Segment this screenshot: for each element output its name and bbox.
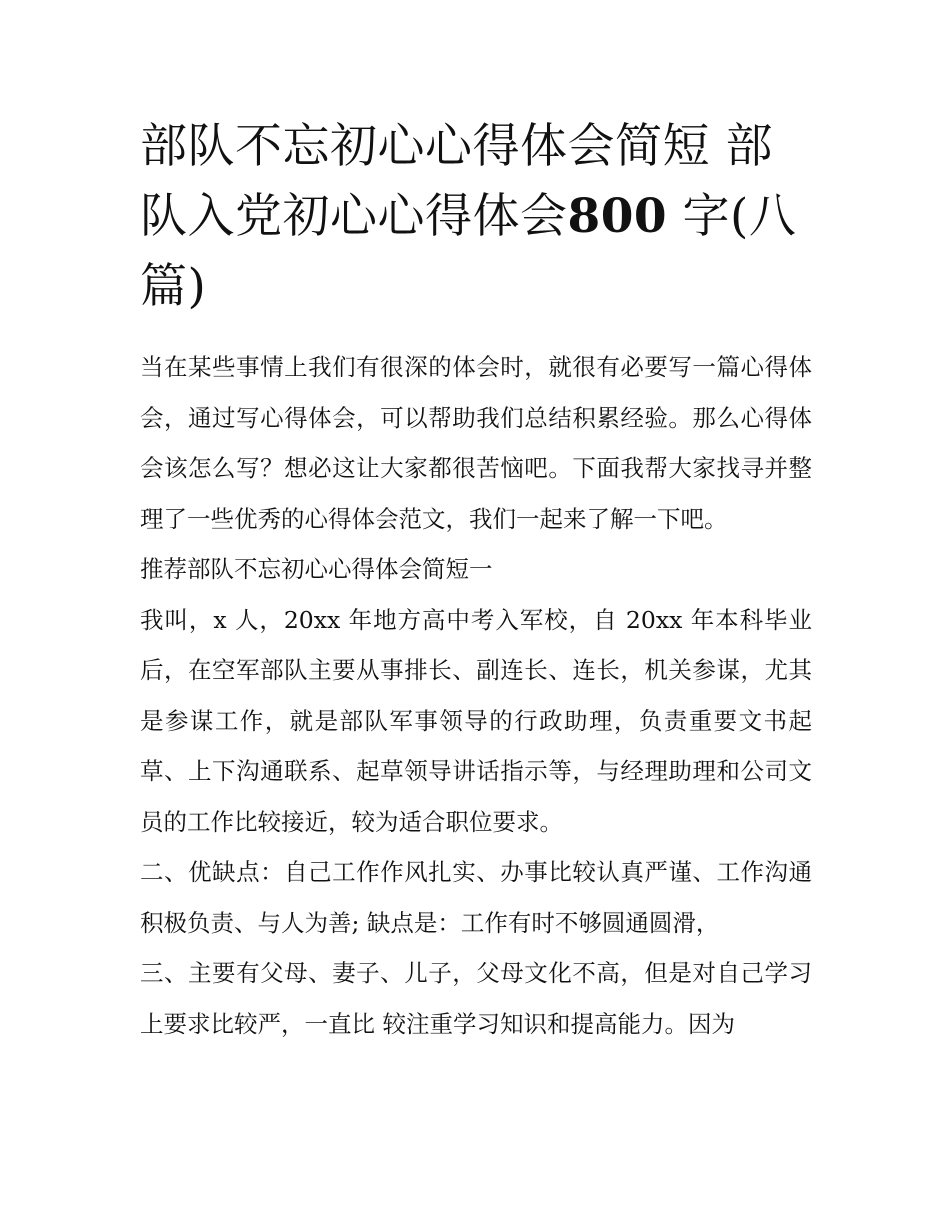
- intro-paragraph: 当在某些事情上我们有很深的体会时，就很有必要写一篇心得体会，通过写心得体会，可以帮助我们总结积累经验。那么心得体会该怎么写？想必这让大家都很苦恼吧。下面我帮大家找寻并整理了一些优秀的心得体会范文，我们一起来了解一下吧。: [140, 353, 812, 533]
- body-paragraph-1: 我叫，x 人，20xx 年地方高中考入军校，自 20xx 年本科毕业后，在空军部队主要从事排长、副连长、连长，机关参谋，尤其是参谋工作，就是部队军事领导的行政助理，负责重要文书起草、上下沟通联系、起草领导讲话指示等，与经理助理和公司文员的工作比较接近，较为适合职位要求。: [140, 605, 812, 836]
- body-paragraph-2: 二、优缺点：自己工作作风扎实、办事比较认真严谨、工作沟通积极负责、与人为善; 缺点是：工作有时不够圆通圆滑，: [140, 858, 812, 937]
- document-title: [140, 112, 812, 322]
- section-heading: 推荐部队不忘初心心得体会简短一: [140, 555, 493, 583]
- title-number: 800: [567, 189, 668, 244]
- document-body: [140, 112, 812, 1049]
- body-paragraph-3: 三、主要有父母、妻子、儿子，父母文化不高，但是对自己学习上要求比较严，一直比 较注重学习知识和提高能力。因为: [140, 959, 812, 1038]
- title-text-after: 字(八篇): [140, 189, 797, 314]
- title-text-before: 部队不忘初心心得体会简短 部队入党初心心得体会: [140, 119, 773, 244]
